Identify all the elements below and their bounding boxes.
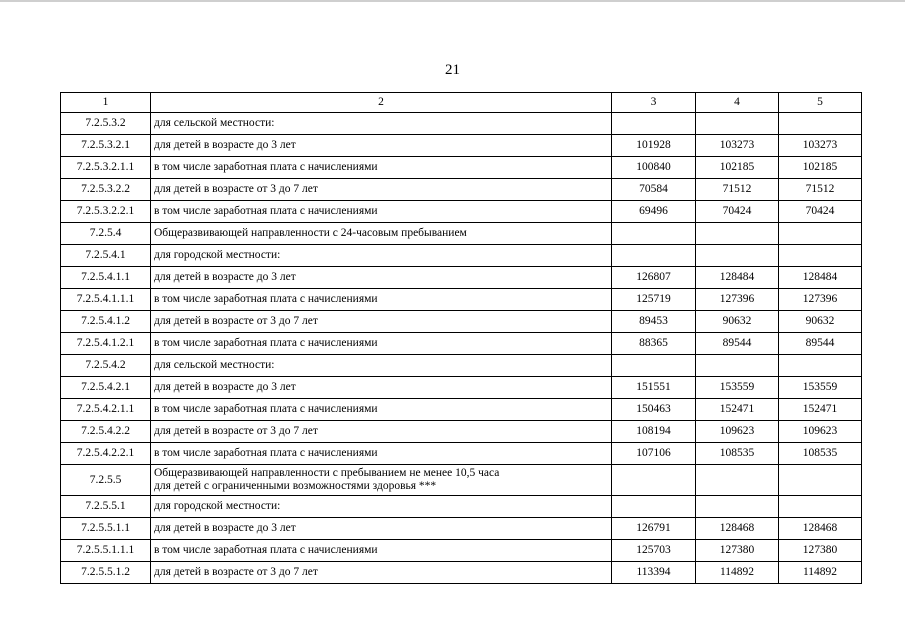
row-value-col3: 126807 — [612, 267, 696, 289]
row-value-col4 — [696, 113, 779, 135]
page-number: 21 — [445, 62, 460, 78]
row-description-line: для детей в возрасте до 3 лет — [154, 522, 296, 534]
column-header-4: 4 — [696, 93, 779, 113]
row-value-col4: 128484 — [696, 267, 779, 289]
row-value-col3: 107106 — [612, 443, 696, 465]
row-code-cell: 7.2.5.4.1.2 — [61, 311, 151, 333]
row-value-col4 — [696, 245, 779, 267]
row-value-col4: 114892 — [696, 562, 779, 584]
row-description-cell — [151, 355, 612, 377]
row-code-cell: 7.2.5.3.2.2 — [61, 179, 151, 201]
row-value-col4: 152471 — [696, 399, 779, 421]
row-value-col5 — [779, 465, 862, 496]
table-row — [61, 223, 862, 245]
data-table — [60, 92, 862, 584]
row-description-cell — [151, 157, 612, 179]
row-value-col4: 127380 — [696, 540, 779, 562]
row-value-col5 — [779, 245, 862, 267]
row-value-col5: 108535 — [779, 443, 862, 465]
row-description-cell — [151, 201, 612, 223]
column-header-2: 2 — [151, 93, 612, 113]
row-value-col5 — [779, 223, 862, 245]
row-description-line: в том числе заработная плата с начислениями — [154, 544, 378, 556]
row-description-cell — [151, 518, 612, 540]
table-row — [61, 267, 862, 289]
row-value-col5: 109623 — [779, 421, 862, 443]
column-header-1: 1 — [61, 93, 151, 113]
column-header-5: 5 — [779, 93, 862, 113]
row-value-col5 — [779, 496, 862, 518]
row-value-col3: 126791 — [612, 518, 696, 540]
row-code-cell: 7.2.5.5.1 — [61, 496, 151, 518]
row-description-line: для детей с ограниченными возможностями здоровья *** — [154, 480, 437, 492]
row-description-line: для сельской местности: — [154, 359, 275, 371]
column-header-3: 3 — [612, 93, 696, 113]
row-value-col5: 103273 — [779, 135, 862, 157]
row-code-cell: 7.2.5.3.2.1 — [61, 135, 151, 157]
row-value-col4: 71512 — [696, 179, 779, 201]
table-row — [61, 333, 862, 355]
row-value-col4 — [696, 223, 779, 245]
table-body — [61, 113, 862, 584]
row-description-cell — [151, 399, 612, 421]
row-code-cell: 7.2.5.4.2.1.1 — [61, 399, 151, 421]
row-code-cell: 7.2.5.5 — [61, 465, 151, 496]
row-value-col3: 69496 — [612, 201, 696, 223]
row-description-cell — [151, 421, 612, 443]
table-row — [61, 157, 862, 179]
table-row — [61, 377, 862, 399]
row-code-cell: 7.2.5.5.1.2 — [61, 562, 151, 584]
row-value-col5: 128468 — [779, 518, 862, 540]
row-value-col5: 71512 — [779, 179, 862, 201]
row-value-col3: 101928 — [612, 135, 696, 157]
row-description-line: в том числе заработная плата с начислениями — [154, 403, 378, 415]
row-description-line: для сельской местности: — [154, 117, 275, 129]
row-value-col4: 127396 — [696, 289, 779, 311]
row-code-cell: 7.2.5.4.1 — [61, 245, 151, 267]
row-value-col3: 89453 — [612, 311, 696, 333]
table-row — [61, 289, 862, 311]
row-description-cell — [151, 377, 612, 399]
table-row — [61, 496, 862, 518]
row-value-col5: 102185 — [779, 157, 862, 179]
row-code-cell: 7.2.5.4.1.1 — [61, 267, 151, 289]
row-description-line: Общеразвивающей направленности с 24-часовым пребыванием — [154, 227, 467, 239]
row-description-line: в том числе заработная плата с начислениями — [154, 161, 378, 173]
row-value-col4: 102185 — [696, 157, 779, 179]
row-description-line: в том числе заработная плата с начислениями — [154, 293, 378, 305]
row-value-col5 — [779, 355, 862, 377]
row-description-line: для детей в возрасте до 3 лет — [154, 271, 296, 283]
row-value-col3: 70584 — [612, 179, 696, 201]
row-description-line: для детей в возрасте от 3 до 7 лет — [154, 566, 318, 578]
table-row — [61, 201, 862, 223]
row-value-col3: 151551 — [612, 377, 696, 399]
row-value-col4: 128468 — [696, 518, 779, 540]
row-value-col3: 150463 — [612, 399, 696, 421]
row-value-col5 — [779, 113, 862, 135]
table-row — [61, 245, 862, 267]
row-value-col3 — [612, 113, 696, 135]
row-code-cell: 7.2.5.5.1.1.1 — [61, 540, 151, 562]
row-description-cell — [151, 289, 612, 311]
row-description-cell — [151, 113, 612, 135]
row-value-col3: 125703 — [612, 540, 696, 562]
row-value-col3 — [612, 496, 696, 518]
row-description-cell — [151, 245, 612, 267]
table-row — [61, 421, 862, 443]
row-description-cell — [151, 223, 612, 245]
row-description-cell — [151, 311, 612, 333]
row-description-cell — [151, 443, 612, 465]
row-value-col4 — [696, 355, 779, 377]
table-row — [61, 540, 862, 562]
row-value-col3: 108194 — [612, 421, 696, 443]
top-border-line — [0, 0, 905, 2]
row-description-cell — [151, 333, 612, 355]
row-description-cell — [151, 135, 612, 157]
row-description-line: в том числе заработная плата с начислениями — [154, 337, 378, 349]
table-row — [61, 113, 862, 135]
row-code-cell: 7.2.5.4.2.2 — [61, 421, 151, 443]
row-value-col3 — [612, 223, 696, 245]
row-description-line: для городской местности: — [154, 500, 281, 512]
row-description-cell — [151, 562, 612, 584]
row-description-line: для детей в возрасте до 3 лет — [154, 139, 296, 151]
table-row — [61, 518, 862, 540]
row-description-line: для городской местности: — [154, 249, 281, 261]
row-description-line: для детей в возрасте до 3 лет — [154, 381, 296, 393]
row-code-cell: 7.2.5.3.2.1.1 — [61, 157, 151, 179]
row-description-line: в том числе заработная плата с начислениями — [154, 447, 378, 459]
table-row — [61, 355, 862, 377]
table-row — [61, 465, 862, 496]
table-header-row — [61, 93, 862, 113]
row-description-line: Общеразвивающей направленности с пребыванием не менее 10,5 часа — [154, 467, 500, 479]
row-code-cell: 7.2.5.4.2.1 — [61, 377, 151, 399]
row-description-line: для детей в возрасте от 3 до 7 лет — [154, 425, 318, 437]
row-value-col3: 88365 — [612, 333, 696, 355]
row-value-col4: 153559 — [696, 377, 779, 399]
row-code-cell: 7.2.5.3.2 — [61, 113, 151, 135]
row-value-col4: 103273 — [696, 135, 779, 157]
row-value-col4: 109623 — [696, 421, 779, 443]
row-value-col4: 70424 — [696, 201, 779, 223]
row-description-cell — [151, 465, 612, 496]
row-description-line: для детей в возрасте от 3 до 7 лет — [154, 183, 318, 195]
table-row — [61, 443, 862, 465]
row-code-cell: 7.2.5.4.1.1.1 — [61, 289, 151, 311]
row-value-col5: 127396 — [779, 289, 862, 311]
row-value-col4: 89544 — [696, 333, 779, 355]
table-row — [61, 562, 862, 584]
row-code-cell: 7.2.5.5.1.1 — [61, 518, 151, 540]
row-value-col3 — [612, 355, 696, 377]
row-value-col4 — [696, 465, 779, 496]
row-value-col5: 127380 — [779, 540, 862, 562]
row-description-line: в том числе заработная плата с начислениями — [154, 205, 378, 217]
row-value-col3: 113394 — [612, 562, 696, 584]
row-value-col4: 90632 — [696, 311, 779, 333]
row-code-cell: 7.2.5.4 — [61, 223, 151, 245]
row-value-col3: 100840 — [612, 157, 696, 179]
row-value-col5: 70424 — [779, 201, 862, 223]
table-row — [61, 135, 862, 157]
table-row — [61, 399, 862, 421]
row-value-col5: 114892 — [779, 562, 862, 584]
row-value-col4: 108535 — [696, 443, 779, 465]
row-value-col5: 152471 — [779, 399, 862, 421]
row-description-line: для детей в возрасте от 3 до 7 лет — [154, 315, 318, 327]
row-description-cell — [151, 496, 612, 518]
row-code-cell: 7.2.5.4.2 — [61, 355, 151, 377]
row-description-cell — [151, 267, 612, 289]
table-row — [61, 311, 862, 333]
row-description-cell — [151, 540, 612, 562]
row-value-col5: 90632 — [779, 311, 862, 333]
row-code-cell: 7.2.5.4.2.2.1 — [61, 443, 151, 465]
row-description-cell — [151, 179, 612, 201]
row-value-col3: 125719 — [612, 289, 696, 311]
table-row — [61, 179, 862, 201]
row-value-col5: 128484 — [779, 267, 862, 289]
row-value-col3 — [612, 245, 696, 267]
row-code-cell: 7.2.5.4.1.2.1 — [61, 333, 151, 355]
row-value-col3 — [612, 465, 696, 496]
row-value-col5: 153559 — [779, 377, 862, 399]
row-value-col4 — [696, 496, 779, 518]
row-value-col5: 89544 — [779, 333, 862, 355]
row-code-cell: 7.2.5.3.2.2.1 — [61, 201, 151, 223]
